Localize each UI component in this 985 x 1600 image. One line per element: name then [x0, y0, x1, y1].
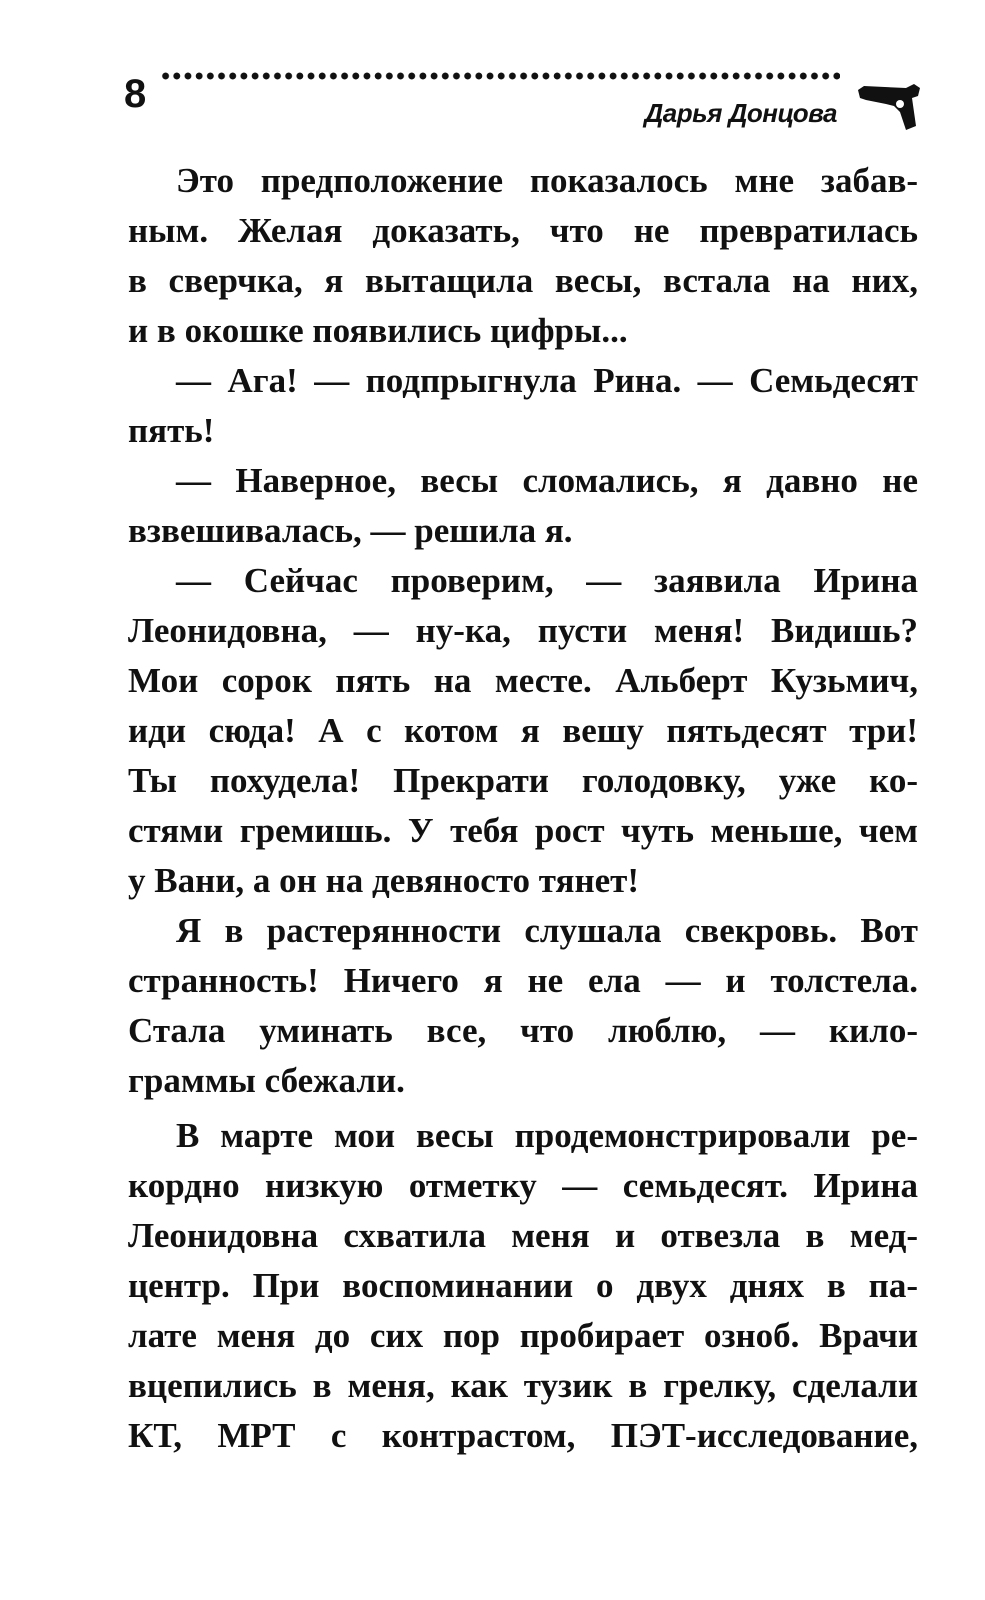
text-line: В марте мои весы продемонстрировали ре- — [176, 1116, 918, 1155]
text-line: взвешивалась, — решила я. — [128, 511, 573, 550]
text-line: — Наверное, весы сломались, я давно не — [176, 461, 918, 500]
running-header-author: Дарья Донцова — [644, 98, 837, 128]
text-line: Ты похудела! Прекрати голодовку, уже ко- — [128, 761, 918, 800]
text-line: центр. При воспоминании о двух днях в па- — [128, 1266, 918, 1305]
paragraph — [128, 356, 918, 456]
paragraph — [128, 456, 918, 556]
text-line: Леонидовна схватила меня и отвезла в мед- — [128, 1216, 918, 1255]
paragraph — [128, 906, 918, 1106]
text-line: кордно низкую отметку — семьдесят. Ирина — [128, 1166, 918, 1205]
text-line: КТ, МРТ с контрастом, ПЭТ-исследование, — [128, 1416, 918, 1455]
text-line: — Ага! — подпрыгнула Рина. — Семьдесят — [176, 361, 918, 400]
text-line: странность! Ничего я не ела — и толстела. — [128, 961, 918, 1000]
text-line: лате меня до сих пор пробирает озноб. Врачи — [128, 1316, 918, 1355]
paragraph — [128, 156, 918, 356]
text-line: Леонидовна, — ну-ка, пусти меня! Видишь? — [128, 611, 918, 650]
dotted-rule — [160, 66, 840, 86]
paragraph — [128, 556, 918, 906]
page-number: 8 — [124, 72, 147, 116]
text-line: Я в растерянности слушала свекровь. Вот — [176, 911, 918, 950]
text-line: Это предположение показалось мне забав- — [176, 161, 918, 200]
text-line: ным. Желая доказать, что не превратилась — [128, 211, 918, 250]
text-line: вцепились в меня, как тузик в грелку, сделали — [128, 1366, 918, 1405]
text-line: иди сюда! А с котом я вешу пятьдесят три! — [128, 711, 918, 750]
text-line: Мои сорок пять на месте. Альберт Кузьмич, — [128, 661, 918, 700]
revolver-icon — [856, 82, 926, 132]
text-line: в сверчка, я вытащила весы, встала на них, — [128, 261, 918, 300]
text-line: граммы сбежали. — [128, 1061, 405, 1100]
text-line: и в окошке появились цифры... — [128, 311, 628, 350]
text-line: пять! — [128, 411, 215, 450]
text-line: — Сейчас проверим, — заявила Ирина — [176, 561, 918, 600]
text-line: стями гремишь. У тебя рост чуть меньше, чем — [128, 811, 918, 850]
body-text — [128, 156, 918, 1461]
paragraph — [128, 1111, 918, 1461]
text-line: у Вани, а он на девяносто тянет! — [128, 861, 640, 900]
text-line: Стала уминать все, что люблю, — кило- — [128, 1011, 918, 1050]
